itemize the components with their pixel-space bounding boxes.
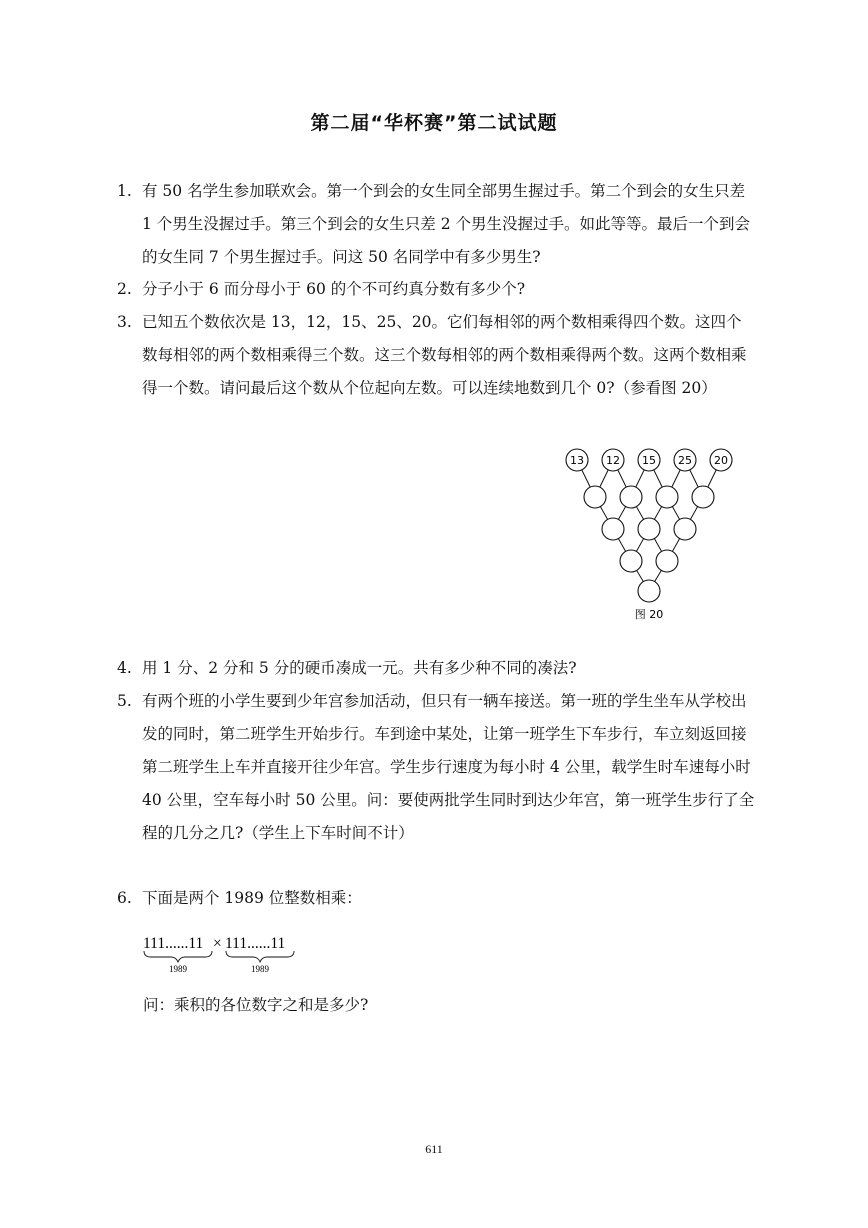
question-text: 下面是两个 1989 位整数相乘： [142,889,362,907]
product-node [656,486,678,508]
question-text: 有两个班的小学生要到少年宫参加活动，但只有一辆车接送。第一班的学生坐车从学校出发的同时，第二班学生开始步行。车到途中某处，让第一班学生下车步行，车立刻返回接第二班学生上车并直接开往少年宫。学生步行速度为每小时 4 公里，载学生时车速每小时 40 公里，空车每小时 50 公里。问：要使两批学生同时到达少年宫，第一班学生步行了全程的几分之几?（学生上下车时间不计） [142,692,755,842]
left-factor: 111......11 [143,935,204,952]
node-label: 13 [570,454,584,467]
node-label: 12 [606,454,620,467]
node-label: 20 [714,454,728,467]
figure-20 [555,450,755,630]
question-number: 2. [117,280,132,298]
question-6-ask: 问：乘积的各位数字之和是多少? [143,996,369,1014]
product-node [638,518,660,540]
left-digit-count: 1989 [169,964,187,974]
product-node [620,550,642,572]
question-4 [117,652,757,685]
right-digit-count: 1989 [251,964,269,974]
product-node [620,486,642,508]
node-label: 15 [642,454,656,467]
times-sign: × [213,935,222,952]
question-text: 分子小于 6 而分母小于 60 的个不可约真分数有多少个? [142,280,526,298]
question-number: 4. [117,659,132,677]
page-number: 611 [425,1142,443,1156]
question-3 [117,306,757,405]
right-factor: 111......11 [225,935,286,952]
question-number: 6. [117,889,132,907]
left-underbrace [144,951,212,962]
product-node [674,518,696,540]
page-title: 第二届“华杯赛”第二试试题 [310,112,558,134]
product-node [692,486,714,508]
figure-caption: 图 20 [634,608,664,621]
question-6 [117,882,757,915]
question-1 [117,175,757,274]
node-label: 25 [678,454,692,467]
question-text: 有 50 名学生参加联欢会。第一个到会的女生同全部男生握过手。第二个到会的女生只差 1 个男生没握过手。第三个到会的女生只差 2 个男生没握过手。如此等等。最后一个到会的女生同 7 个男生握过手。问这 50 名同学中有多少男生? [142,182,751,266]
question-number: 5. [117,692,132,710]
question-5 [117,685,757,850]
product-node [656,550,678,572]
question-text: 用 1 分、2 分和 5 分的硬币凑成一元。共有多少种不同的凑法? [142,659,577,677]
question-text: 已知五个数依次是 13，12，15、25、20。它们每相邻的两个数相乘得四个数。这四个数每相邻的两个数相乘得三个数。这三个数每相邻的两个数相乘得两个数。这两个数相乘得一个数。请问最后这个数从个位起向左数。可以连续地数到几个 0?（参看图 20） [142,313,747,397]
product-node [602,518,624,540]
product-node [638,580,660,602]
multiplication-triangle-diagram [555,450,755,630]
question-2 [117,273,757,306]
product-expression [143,930,343,978]
right-underbrace [226,951,294,962]
product-node [584,486,606,508]
question-number: 3. [117,313,132,331]
question-number: 1. [117,182,132,200]
